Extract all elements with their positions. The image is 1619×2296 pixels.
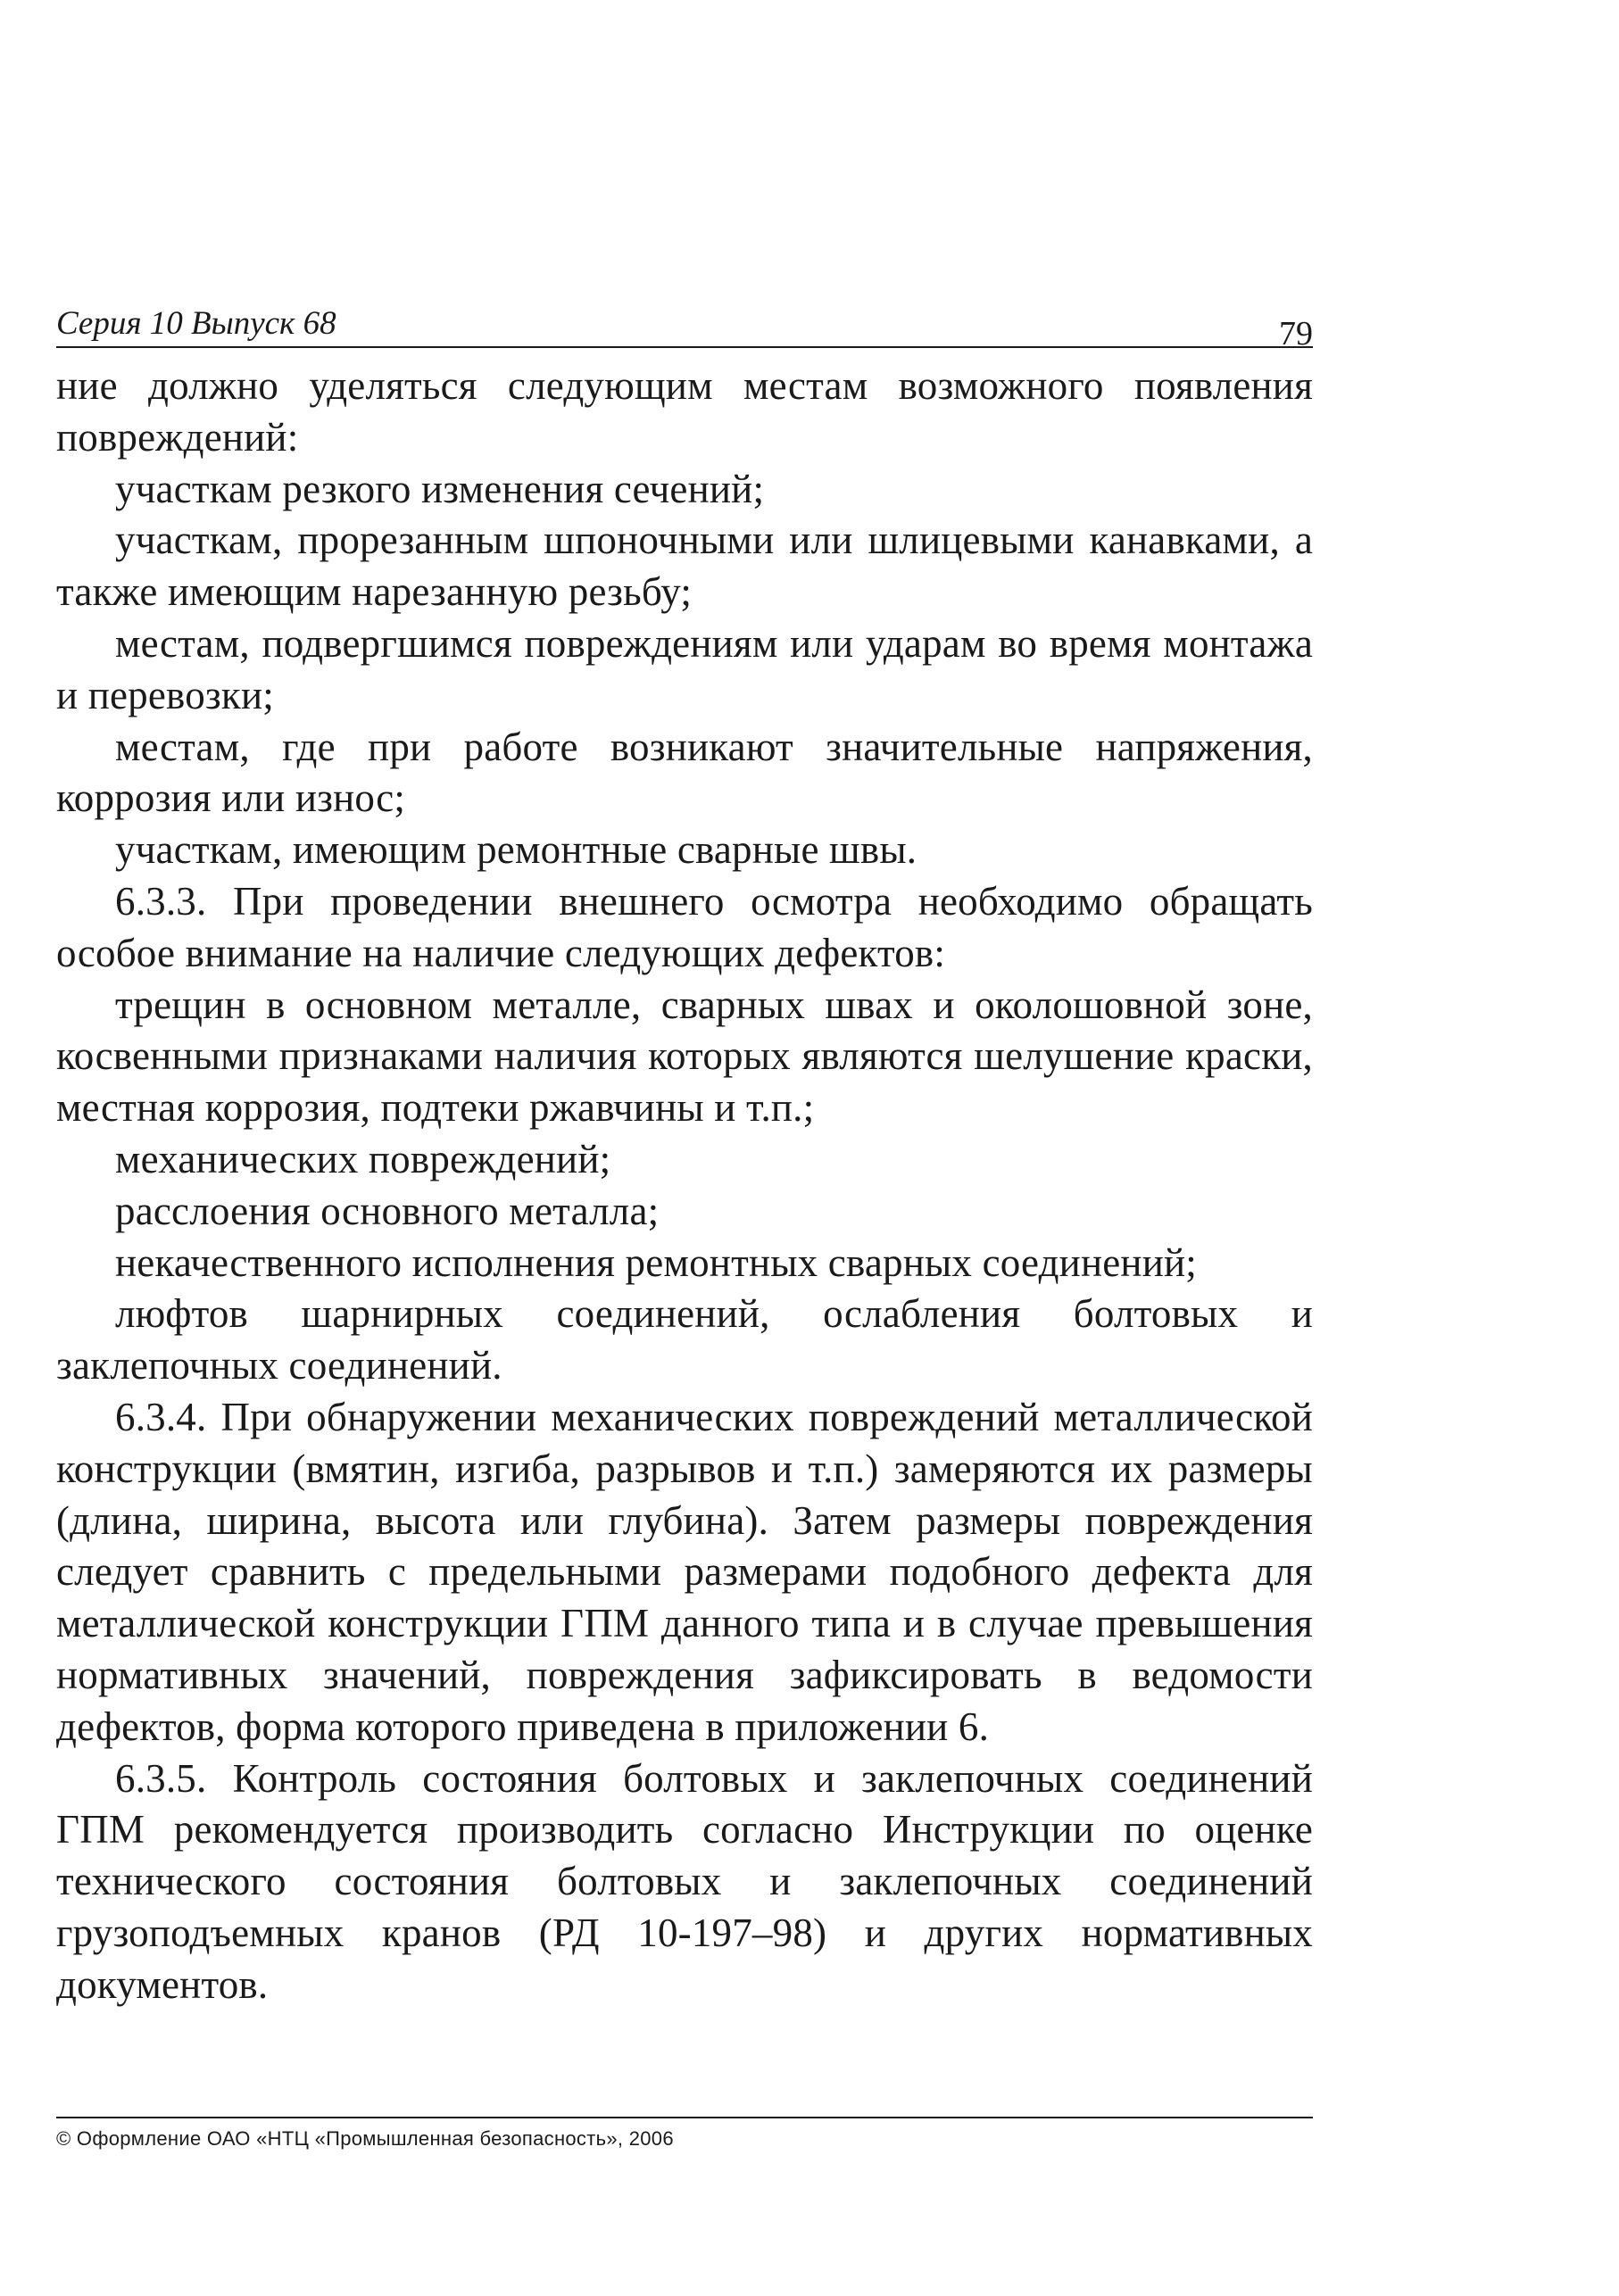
running-header [56, 294, 1313, 352]
section-paragraph-6-3-3: 6.3.3. При проведении внешнего осмотра необходимо обращать особое внимание на наличие следующих дефектов: [56, 878, 1313, 975]
copyright-notice: © Оформление ОАО «НТЦ «Промышленная безопасность», 2006 [56, 2127, 674, 2150]
footer-divider [56, 2117, 1313, 2118]
list-item: расслоения основного металла; [115, 1188, 660, 1233]
document-page [56, 294, 1313, 2011]
page-number: 79 [1279, 315, 1313, 352]
section-paragraph-6-3-5: 6.3.5. Контроль состояния болтовых и заклепочных соединений ГПМ рекомендуется производить согласно Инструкции по оценке технического состояния болтовых и заклепочных соединений грузоподъемных кранов (РД 10-197–98) и других нормативных документов. [56, 1755, 1313, 2007]
page-footer [56, 2117, 1313, 2151]
list-item: некачественного исполнения ремонтных сварных соединений; [115, 1239, 1197, 1285]
paragraph-continuation: ние должно уделяться следующим местам возможного появления повреждений: [56, 363, 1313, 460]
body-text [56, 361, 1313, 2011]
list-item: местам, подвергшимся повреждениям или ударам во время монтажа и перевозки; [56, 620, 1313, 717]
list-item: участкам, имеющим ремонтные сварные швы. [115, 827, 917, 873]
list-item: люфтов шарнирных соединений, ослабления болтовых и заклепочных соединений. [56, 1291, 1313, 1388]
list-item: механических повреждений; [115, 1136, 611, 1181]
list-item: участкам резкого изменения сечений; [115, 466, 765, 511]
list-item: трещин в основном металле, сварных швах и околошовной зоне, косвенными признаками наличия которых являются шелушение краски, местная коррозия, подтеки ржавчины и т.п.; [56, 982, 1313, 1131]
list-item: участкам, прорезанным шпоночными или шлицевыми канавками, а также имеющим нарезанную резьбу; [56, 518, 1313, 615]
list-item: местам, где при работе возникают значительные напряжения, коррозия или износ; [56, 724, 1313, 821]
series-title: Серия 10 Выпуск 68 [56, 305, 336, 342]
section-paragraph-6-3-4: 6.3.4. При обнаружении механических повреждений металлической конструкции (вмятин, изгиба, разрывов и т.п.) замеряются их размеры (длина, ширина, высота или глубина). Затем размеры повреждения следует сравнить с предельными размерами подобного дефекта для металлической конструкции ГПМ данного типа и в случае превышения нормативных значений, повреждения зафиксировать в ведомости дефектов, форма которого приведена в приложении 6. [56, 1394, 1313, 1749]
